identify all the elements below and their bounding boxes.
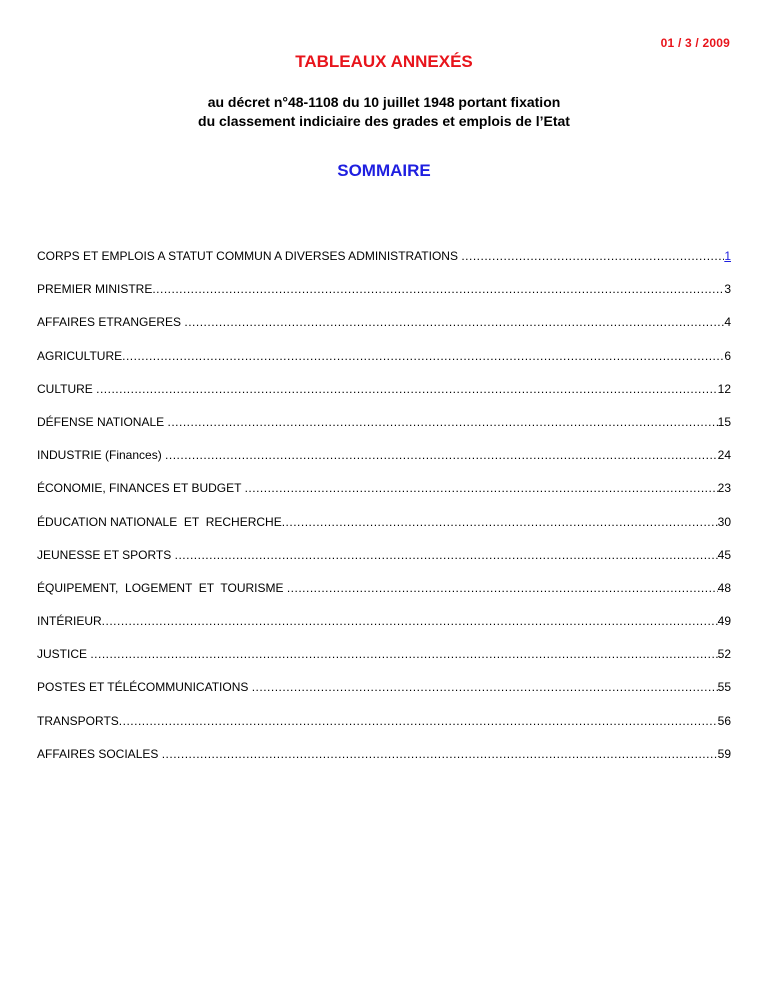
toc-dot-leader [122, 348, 724, 364]
toc-page-number: 24 [717, 448, 731, 463]
toc-dot-leader [461, 248, 724, 264]
toc-dot-leader [102, 613, 718, 629]
toc-entry[interactable] [37, 646, 731, 679]
toc-page-number: 3 [724, 282, 731, 297]
toc-entry[interactable] [37, 314, 731, 347]
toc-page-number: 23 [717, 481, 731, 496]
toc-entry-label: INDUSTRIE (Finances) [37, 448, 166, 463]
toc-entry-label: AGRICULTURE [37, 348, 123, 363]
subtitle-line-1: au décret n°48-1108 du 10 juillet 1948 portant fixation [207, 94, 561, 110]
toc-page-number: 6 [724, 348, 731, 363]
toc-dot-leader [245, 480, 718, 496]
toc-entry[interactable] [37, 248, 731, 281]
toc-entry-label: CORPS ET EMPLOIS A STATUT COMMUN A DIVERSES ADMINISTRATIONS [37, 249, 462, 263]
toc-entry-label: ÉCONOMIE, FINANCES ET BUDGET [37, 481, 245, 496]
toc-entry-label: AFFAIRES SOCIALES [37, 746, 162, 761]
document-title: TABLEAUX ANNEXÉS [295, 52, 473, 71]
toc-page-number: 56 [717, 713, 731, 728]
toc-dot-leader [175, 547, 718, 563]
toc-entry[interactable] [37, 713, 731, 746]
toc-entry[interactable] [37, 547, 731, 580]
document-subtitle [0, 93, 768, 131]
toc-entry[interactable] [37, 679, 731, 712]
toc-dot-leader [282, 514, 718, 530]
toc-entry[interactable] [37, 348, 731, 381]
toc-entry[interactable] [37, 281, 731, 314]
toc-entry-label: INTÉRIEUR [37, 614, 102, 629]
toc-page-number: 30 [717, 514, 731, 529]
toc-page-number: 12 [717, 381, 731, 396]
toc-page-number: 4 [724, 315, 731, 330]
toc-entry-label: AFFAIRES ETRANGERES [37, 315, 185, 330]
toc-dot-leader [96, 381, 718, 397]
toc-page-number: 45 [717, 547, 731, 562]
toc-dot-leader [162, 746, 718, 762]
toc-entry-label: JEUNESSE ET SPORTS [37, 547, 175, 562]
toc-entry-label: PREMIER MINISTRE [37, 282, 153, 297]
toc-entry-label: CULTURE [37, 381, 97, 396]
toc-dot-leader [119, 713, 718, 729]
toc-dot-leader [90, 646, 717, 662]
toc-entry[interactable] [37, 447, 731, 480]
toc-entry[interactable] [37, 746, 731, 779]
toc-entry-label: ÉDUCATION NATIONALE ET RECHERCHE [37, 514, 282, 529]
toc-entry-label: JUSTICE [37, 647, 91, 662]
toc-entry-label: ÉQUIPEMENT, LOGEMENT ET TOURISME [37, 580, 287, 595]
toc-entry-label: TRANSPORTS [37, 713, 119, 728]
toc-entry-label: DÉFENSE NATIONALE [37, 414, 168, 429]
toc-entry[interactable] [37, 580, 731, 613]
toc-page-number: 59 [717, 746, 731, 761]
toc-page-link[interactable]: 1 [724, 249, 731, 263]
toc-entry[interactable] [37, 613, 731, 646]
table-of-contents [37, 248, 731, 779]
toc-entry[interactable] [37, 480, 731, 513]
document-date: 01 / 3 / 2009 [660, 36, 730, 50]
toc-entry-label: POSTES ET TÉLÉCOMMUNICATIONS [37, 680, 252, 695]
toc-dot-leader [152, 281, 724, 297]
toc-entry[interactable] [37, 381, 731, 414]
subtitle-line-2: du classement indiciaire des grades et emplois de l’Etat [198, 113, 570, 129]
section-title: SOMMAIRE [337, 161, 431, 180]
toc-page-number: 55 [717, 680, 731, 695]
toc-dot-leader [167, 414, 717, 430]
toc-dot-leader [287, 580, 718, 596]
toc-dot-leader [165, 447, 718, 463]
toc-dot-leader [252, 679, 718, 695]
toc-page-number: 15 [717, 414, 731, 429]
toc-page-number: 52 [717, 647, 731, 662]
toc-entry[interactable] [37, 414, 731, 447]
toc-entry[interactable] [37, 514, 731, 547]
toc-page-number: 48 [717, 580, 731, 595]
toc-dot-leader [184, 314, 724, 330]
toc-page-number: 49 [717, 614, 731, 629]
